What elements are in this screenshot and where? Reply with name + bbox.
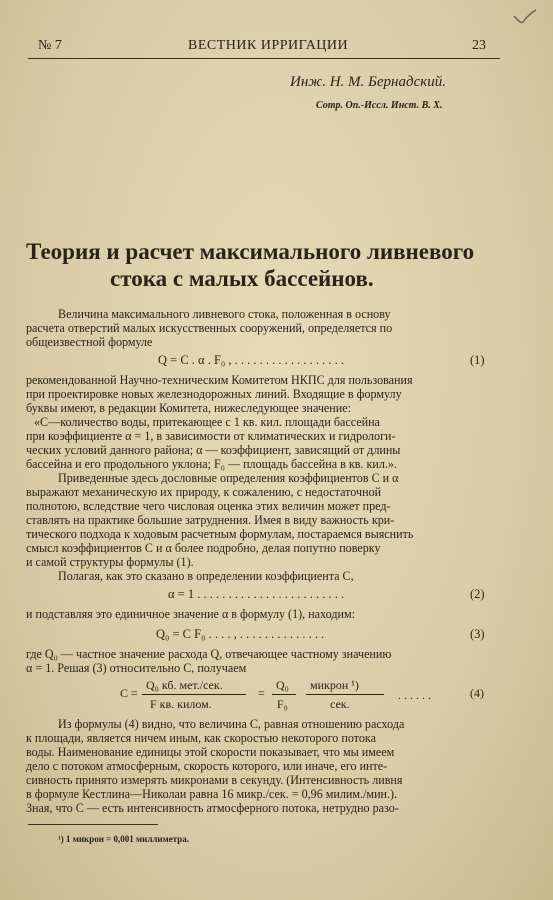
issue-number: № 7: [38, 38, 62, 53]
text-line: воды. Наименование единицы этой скорости показывает, что мы имеем: [26, 745, 395, 759]
text-line: в формуле Кестлина—Николаи равна 16 микр./сек. = 0,96 милим./мин.).: [26, 787, 398, 801]
text-line: Приведенные здесь дословные определения коэффициентов С и α: [58, 471, 399, 485]
equation-4-denominator-3: сек.: [330, 697, 350, 711]
page-number: 23: [472, 38, 486, 53]
equation-4-denominator-1: F кв. килом.: [150, 697, 212, 711]
fraction-bar: [272, 694, 296, 695]
text-line: выражают механическую их природу, к сожалению, с недостаточной: [26, 485, 382, 499]
equation-4-equals: =: [258, 686, 265, 700]
text-line: рекомендованной Научно-техническим Комитетом НКПС для пользования: [26, 373, 413, 387]
article-title-line-2: стока с малых бассейнов.: [110, 266, 374, 291]
footnote-rule: [28, 824, 158, 825]
header-rule: [28, 58, 500, 59]
text-line: при проектировке новых железнодорожных линий. Входящие в формулу: [26, 387, 402, 401]
text-line: расчета отверстий малых искусственных сооружений, определяется по: [26, 321, 393, 335]
author-affiliation: Сотр. Оп.-Иссл. Инст. В. Х.: [316, 100, 443, 111]
equation-4-denominator-2: F₀: [277, 697, 288, 711]
equation-3-number: (3): [470, 627, 485, 641]
text-line: сивность принято измерять микронами в секунду. (Интенсивность ливня: [26, 773, 403, 787]
equation-4-numerator-1: Q₀ кб. мет./сек.: [146, 678, 223, 692]
equation-2-number: (2): [470, 587, 485, 601]
equation-4-numerator-2: Q₀: [276, 678, 289, 692]
text-line: полнотою, вследствие чего числовая оценка этих величин может пред-: [26, 499, 391, 513]
paragraph-3: и подставляя это единичное значение α в формулу (1), находим:: [26, 607, 355, 621]
text-line: тического подхода к ходовым расчетным формулам, постараемся выяснить: [26, 527, 414, 541]
text-line: и самой структуры формулы (1).: [26, 555, 194, 569]
equation-4-lhs: C =: [120, 686, 138, 700]
text-line: к площади, является ничем иным, как скоростью некоторого потока: [26, 731, 376, 745]
equation-2: α = 1 . . . . . . . . . . . . . . . . . . . . . . . .: [168, 587, 345, 601]
fraction-bar: [142, 694, 246, 695]
text-line: «С—количество воды, притекающее с 1 кв. кил. площади бассейна: [34, 415, 380, 429]
article-title-line-1: Теория и расчет максимального ливневого: [26, 239, 475, 264]
text-line: где Q₀ — частное значение расхода Q, отвечающее частному значению: [26, 647, 392, 661]
text-line: Величина максимального ливневого стока, положенная в основу: [58, 307, 391, 321]
text-line: бассейна и его продольного уклона; F₀ — площадь бассейна в кв. кил.».: [26, 457, 397, 471]
equation-3: Q₀ = C F₀ . . . . , . . . . . . . . . . . . . .: [156, 627, 325, 641]
journal-name: ВЕСТНИК ИРРИГАЦИИ: [188, 38, 349, 53]
equation-4-numerator-3: микрон ¹): [310, 678, 359, 692]
text-line: общеизвестной формуле: [26, 335, 153, 349]
equation-1-number: (1): [470, 353, 485, 367]
text-line: α = 1. Решая (3) относительно С, получаем: [26, 661, 247, 675]
text-line: ческих условий данного района; α — коэффициент, зависящий от длины: [26, 443, 401, 457]
text-line: Полагая, как это сказано в определении коэффициента С,: [58, 569, 354, 583]
equation-4-number: (4): [470, 686, 484, 700]
text-line: буквы имеют, в редакции Комитета, нижеследующее значение:: [26, 401, 351, 415]
text-line: Из формулы (4) видно, что величина С, равная отношению расхода: [58, 717, 405, 731]
fraction-bar: [306, 694, 384, 695]
equation-1: Q = C . α . F₀ , . . . . . . . . . . . . . . . . . .: [158, 353, 345, 367]
handwritten-check-mark-icon: [512, 8, 538, 28]
footnote: ¹) 1 микрон = 0,001 миллиметра.: [58, 834, 190, 844]
author-name: Инж. Н. М. Бернадский.: [290, 74, 447, 90]
text-line: дело с потоком атмосферным, скорость которого, или иначе, его инте-: [26, 759, 388, 773]
equation-4-dots: . . . . . .: [398, 688, 431, 702]
text-line: ставлять на практике большие затруднения. Имея в виду важность кри-: [26, 513, 395, 527]
text-line: при коэффициенте α = 1, в зависимости от климатических и гидрологи-: [26, 429, 396, 443]
text-line: смысл коэффициентов С и α более подробно, делая попутно поверку: [26, 541, 381, 555]
text-line: Зная, что С — есть интенсивность атмосферного потока, нетрудно разо-: [26, 801, 399, 815]
